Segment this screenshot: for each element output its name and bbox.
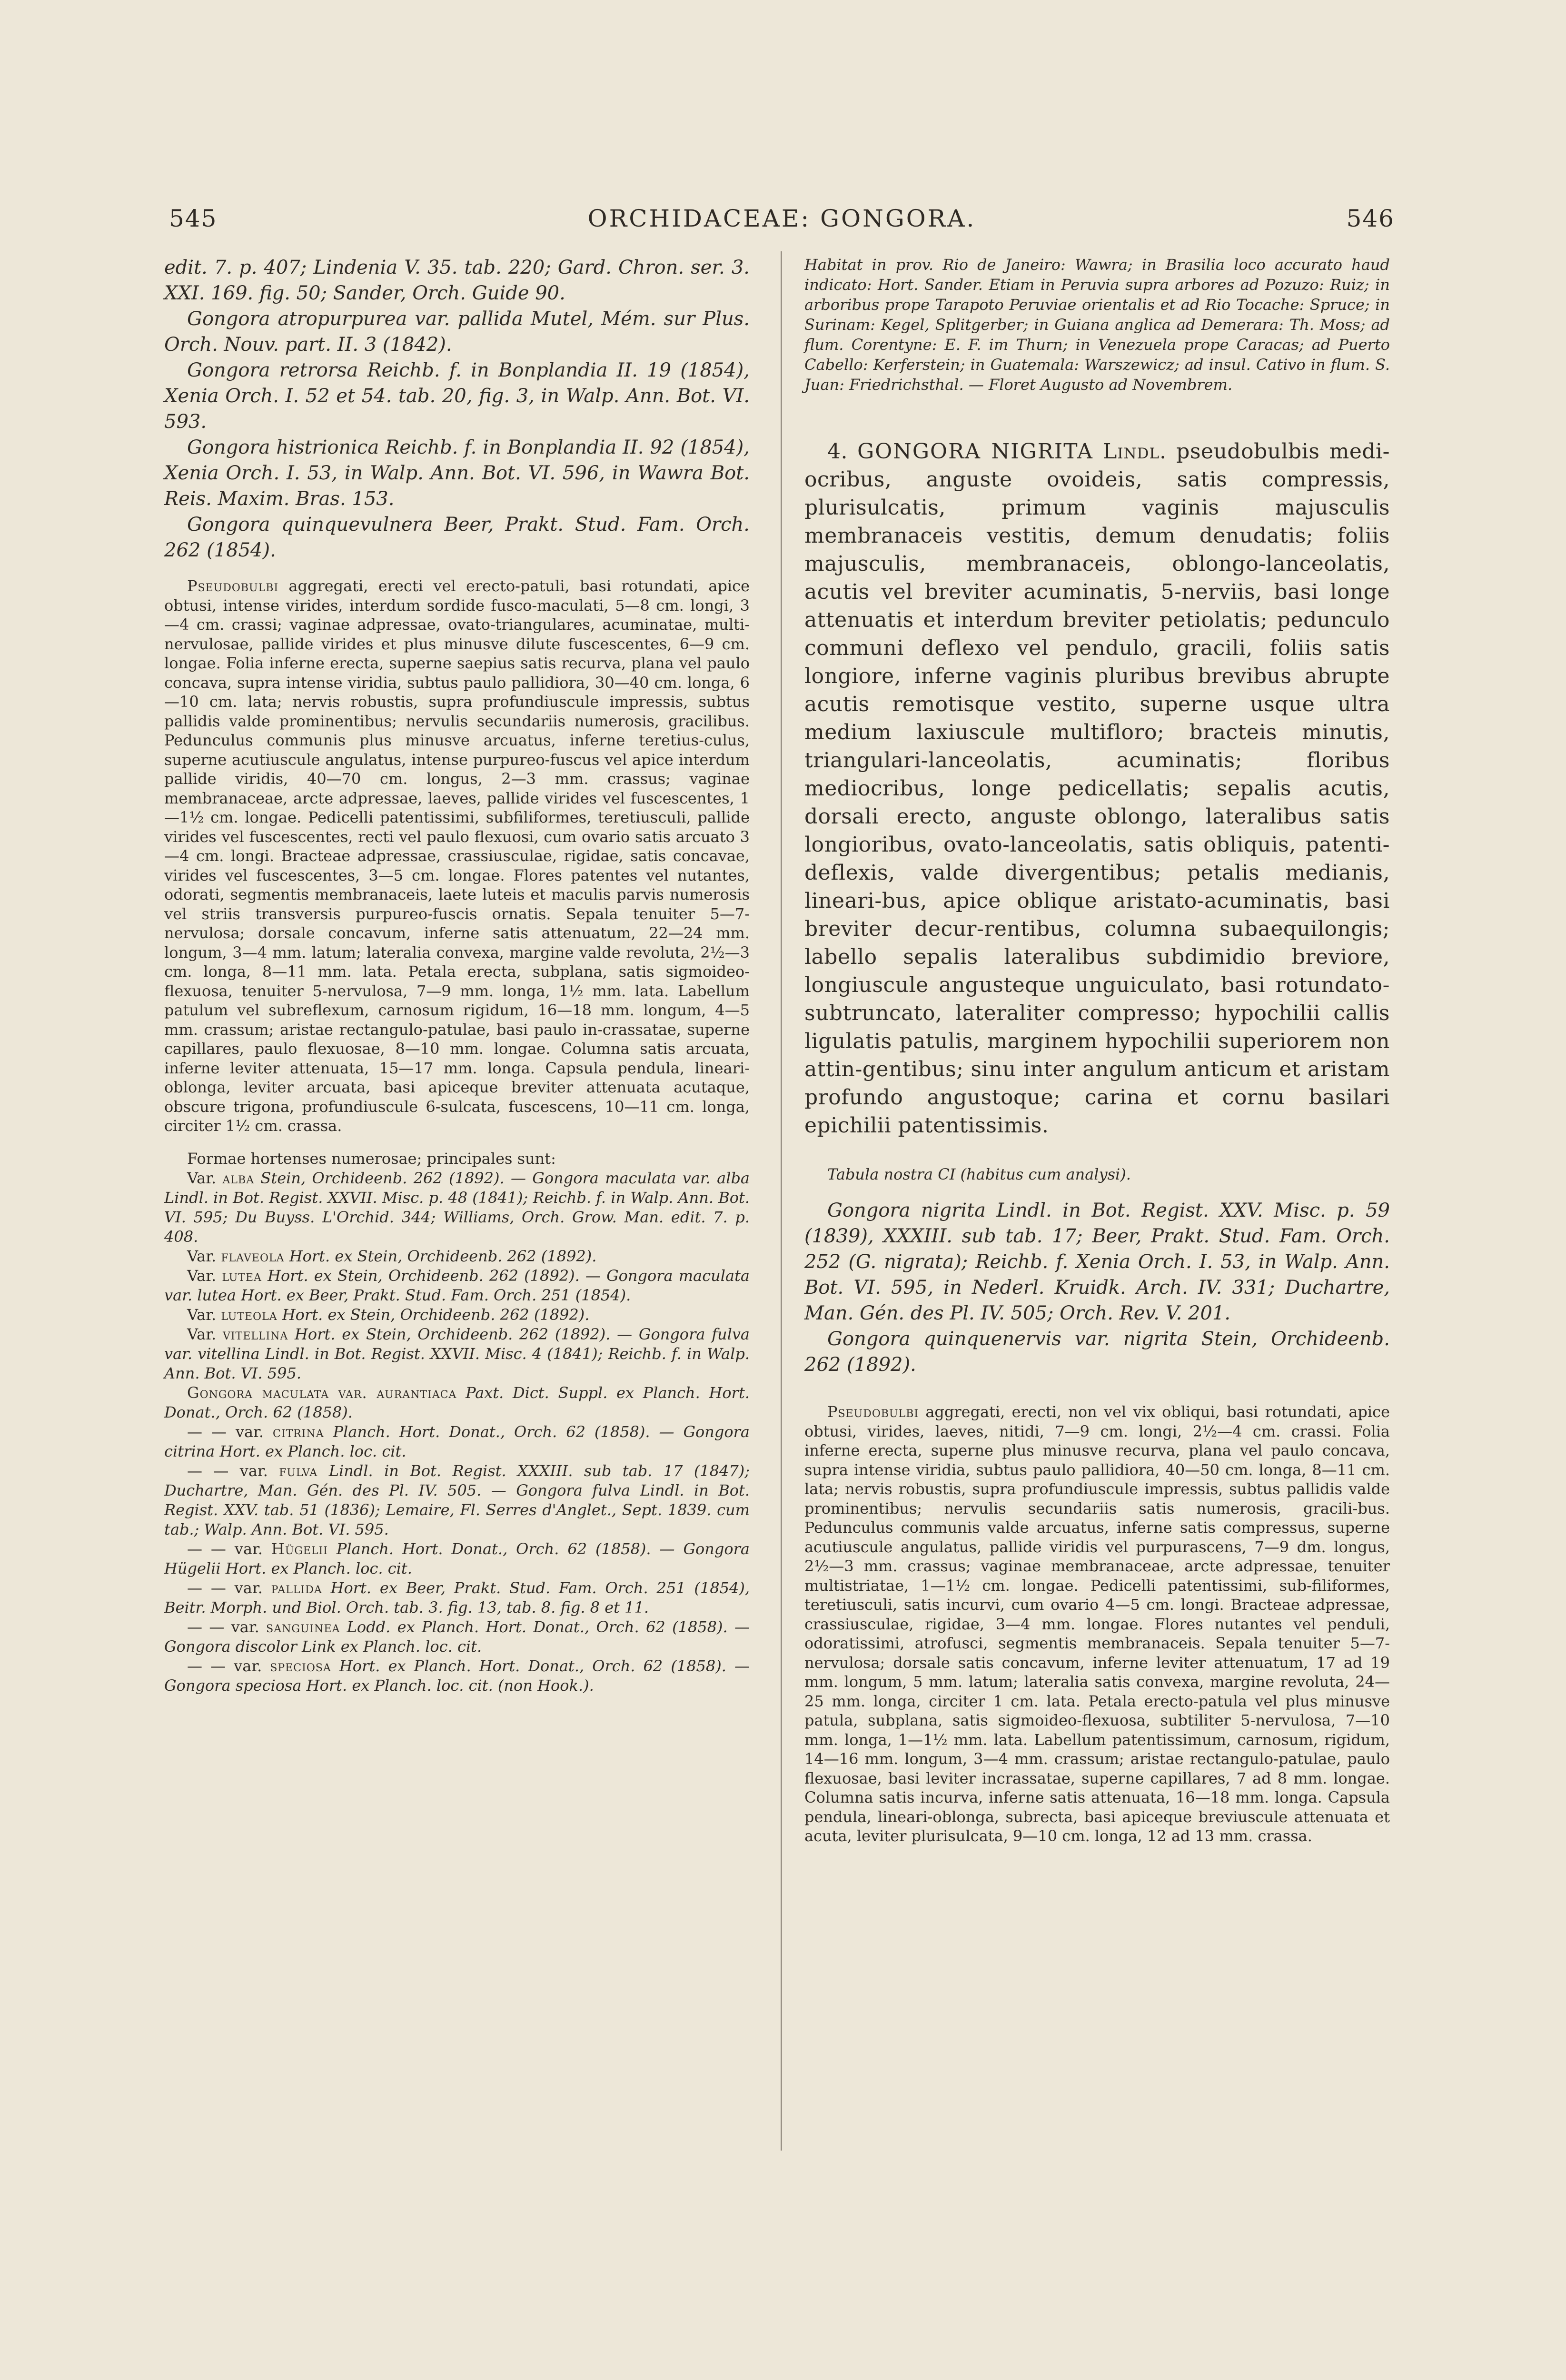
form-entry: Var. flaveola Hort. ex Stein, Orchideenb. 262 (1892). bbox=[187, 1247, 597, 1265]
form-entry: — — var. sanguinea Lodd. ex Planch. Hort. Donat., Orch. 62 (1858). — Gongora discolor Link ex Planch. loc. cit. bbox=[164, 1617, 750, 1656]
description-lead: Pseudobulbi bbox=[827, 1403, 919, 1421]
species-description bbox=[164, 576, 750, 1136]
species-diagnosis: pseudobulbis medi-ocribus, anguste ovoideis, satis compressis, plurisulcatis, primum vaginis majusculis membranaceis vestitis, demum denudatis; foliis majusculis, membranaceis, oblongo-lanceolatis, acutis vel breviter acuminatis, 5-nerviis, basi longe attenuatis et interdum breviter petiolatis; pedunculo communi deflexo vel pendulo, gracili, foliis satis longiore, inferne vaginis pluribus brevibus abrupte acutis remotisque vestito, superne usque ultra medium laxiuscule multifloro; bracteis minutis, triangulari-lanceolatis, acuminatis; floribus mediocribus, longe pedicellatis; sepalis acutis, dorsali erecto, anguste oblongo, lateralibus satis longioribus, ovato-lanceolatis, satis obliquis, patenti-deflexis, valde divergentibus; petalis medianis, lineari-bus, apice oblique aristato-acuminatis, basi breviter decur-rentibus, columna subaequilongis; labello sepalis lateralibus subdimidio breviore, longiuscule angusteque unguiculato, basi rotundato-subtruncato, lateraliter compresso; hypochilii callis ligulatis patulis, marginem hypochilii superiorem non attin-gentibus; sinu inter angulum anticum et aristam profundo angustoque; carina et cornu basilari epichilii patentissimis. bbox=[804, 439, 1390, 1138]
forms-intro: Formae hortenses numerosae; principales sunt: bbox=[187, 1149, 556, 1168]
form-entry: Var. alba Stein, Orchideenb. 262 (1892). — Gongora maculata var. alba Lindl. in Bot. Regist. XXVII. Misc. p. 48 (1841); Reichb. f. in Walp. Ann. Bot. VI. 595; Du Buyss. L'Orchid. 344; Williams, Orch. Grow. Man. edit. 7. p. 408. bbox=[164, 1169, 750, 1246]
synonym-citation: Gongora atropurpurea var. pallida Mutel, Mém. sur Plus. Orch. Nouv. part. II. 3 (1842). bbox=[164, 308, 750, 356]
form-entry: Var. luteola Hort. ex Stein, Orchideenb. 262 (1892). bbox=[187, 1305, 590, 1324]
form-entry: — — var. fulva Lindl. in Bot. Regist. XXXIII. sub tab. 17 (1847); Duchartre, Man. Gén. des Pl. IV. 505. — Gongora fulva Lindl. in Bot. Regist. XXV. tab. 51 (1836); Lemaire, Fl. Serres d'Anglet., Sept. 1839. cum tab.; Walp. Ann. Bot. VI. 595. bbox=[164, 1461, 750, 1538]
right-column bbox=[804, 255, 1390, 1846]
form-entry: Var. vitellina Hort. ex Stein, Orchideenb. 262 (1892). — Gongora fulva var. vitellina Lindl. in Bot. Regist. XXVII. Misc. 4 (1841); Reichb. f. in Walp. Ann. Bot. VI. 595. bbox=[164, 1325, 750, 1382]
running-title: ORCHIDACEAE: GONGORA. bbox=[587, 205, 976, 232]
column-divider bbox=[781, 251, 782, 2151]
habitat-note: Habitat in prov. Rio de Janeiro: Wawra; in Brasilia loco accurato haud indicato: Hort. Sander. Etiam in Peruvia supra arbores ad Pozuzo: Ruiz; in arboribus prope Tarapoto Peruviae orientalis et ad Rio Tocache: Spruce; in Surinam: Kegel, Splitgerber; in Guiana anglica ad Demerara: Th. Moss; ad flum. Corentyne: E. F. im Thurn; in Venezuela prope Caracas; ad Puerto Cabello: Kerferstein; in Guatemala: Warszewicz; ad insul. Cativo in flum. S. Juan: Friedrichsthal. — Floret Augusto ad Novembrem. bbox=[804, 256, 1390, 394]
running-header bbox=[169, 205, 1395, 238]
horticultural-forms bbox=[164, 1149, 750, 1696]
synonym-citation: Gongora retrorsa Reichb. f. in Bonplandia II. 19 (1854), Xenia Orch. I. 52 et 54. tab. 20, fig. 3, in Walp. Ann. Bot. VI. 593. bbox=[164, 359, 750, 433]
synonym-citation: Gongora quinquenervis var. nigrita Stein, Orchideenb. 262 (1892). bbox=[804, 1328, 1390, 1376]
species-name: GONGORA NIGRITA bbox=[857, 439, 1093, 464]
form-entry: — — var. speciosa Hort. ex Planch. Hort. Donat., Orch. 62 (1858). — Gongora speciosa Hort. ex Planch. loc. cit. (non Hook.). bbox=[164, 1656, 750, 1695]
description-text: aggregati, erecti vel erecto-patuli, basi rotundati, apice obtusi, intense virides, interdum sordide fusco-maculati, 5—8 cm. longi, 3—4 cm. crassi; vaginae adpressae, ovato-triangulares, acuminatae, multi-nervulosae, pallide virides et plus minusve dilute fuscescentes, 6—9 cm. longae. Folia inferne erecta, superne saepius satis recurva, plana vel paulo concava, supra intense viridia, subtus paulo pallidiora, 30—40 cm. longa, 6—10 cm. lata; nervis robustis, supra profundiuscule impressis, subtus pallidis valde prominentibus; nervulis secundariis numerosis, gracilibus. Pedunculus communis plus minusve arcuatus, inferne teretius-culus, superne acutiuscule angulatus, intense purpureo-fuscus vel apice interdum pallide viridis, 40—70 cm. longus, 2—3 mm. crassus; vaginae membranaceae, arcte adpressae, laeves, pallide virides vel fuscescentes, 1—1½ cm. longae. Pedicelli patentissimi, subfiliformes, teretiusculi, pallide virides vel fuscescentes, recti vel paulo flexuosi, cum ovario satis arcuato 3—4 cm. longi. Bracteae adpressae, crassiusculae, rigidae, satis concavae, virides vel fuscescentes, 3—5 cm. longae. Flores patentes vel nutantes, odorati, segmentis membranaceis, laete luteis et maculis parvis numerosis vel striis transversis purpureo-fuscis ornatis. Sepala tenuiter 5—7-nervulosa; dorsale concavum, inferne satis attenuatum, 22—24 mm. longum, 3—4 mm. latum; lateralia convexa, margine valde revoluta, 2½—3 cm. longa, 8—11 mm. lata. Petala erecta, subplana, satis sigmoideo-flexuosa, tenuiter 5-nervulosa, 7—9 mm. longa, 1½ mm. lata. Labellum patulum vel subreflexum, carnosum rigidum, 16—18 mm. longum, 4—5 mm. crassum; aristae rectangulo-patulae, basi paulo in-crassatae, superne capillares, paulo flexuosae, 8—10 mm. longae. Columna satis arcuata, inferne leviter attenuata, 15—17 mm. longa. Capsula pendula, lineari-oblonga, leviter arcuata, basi apiceque breviter attenuata acutaque, obscure trigona, profundiuscule 6-sulcata, fuscescens, 10—11 cm. longa, circiter 1½ cm. crassa. bbox=[164, 577, 750, 1135]
plate-reference: Tabula nostra CI (habitus cum analysi). bbox=[827, 1165, 1131, 1183]
form-entry: — — var. pallida Hort. ex Beer, Prakt. Stud. Fam. Orch. 251 (1854), Beitr. Morph. und Biol. Orch. tab. 3. fig. 13, tab. 8. fig. 8 et 11. bbox=[164, 1578, 750, 1616]
left-column bbox=[164, 255, 750, 1696]
page-number-right: 546 bbox=[1346, 205, 1395, 232]
form-entry: Var. lutea Hort. ex Stein, Orchideenb. 262 (1892). — Gongora maculata var. lutea Hort. ex Beer, Prakt. Stud. Fam. Orch. 251 (1854). bbox=[164, 1266, 750, 1304]
species-author: Lindl. bbox=[1103, 439, 1167, 464]
species-heading bbox=[804, 437, 1390, 1140]
description-text: aggregati, erecti, non vel vix obliqui, basi rotundati, apice obtusi, virides, laeves, nitidi, 7—9 cm. longi, 2½—4 cm. crassi. Folia inferne erecta, superne plus minusve recurva, plana vel paulo concava, supra intense viridia, subtus paulo pallidiora, 40—50 cm. longa, 8—11 cm. lata; nervis robustis, supra profundiuscule impressis, subtus pallidis valde prominentibus; nervulis secundariis satis numerosis, gracili-bus. Pedunculus communis valde arcuatus, inferne satis compressus, superne acutiuscule angulatus, pallide viridis vel purpurascens, 7—9 dm. longus, 2½—3 mm. crassus; vaginae membranaceae, arcte adpressae, tenuiter multistriatae, 1—1½ cm. longae. Pedicelli patentissimi, sub-filiformes, teretiusculi, satis incurvi, cum ovario 4—5 cm. longi. Bracteae adpressae, crassiusculae, rigidae, 3—4 mm. longae. Flores nutantes vel penduli, odoratissimi, atrofusci, segmentis membranaceis. Sepala tenuiter 5—7-nervulosa; dorsale satis concavum, inferne leviter attenuatum, 17 ad 19 mm. longum, 5 mm. latum; lateralia satis convexa, margine revoluta, 24—25 mm. longa, circiter 1 cm. lata. Petala erecto-patula vel plus minusve patula, subplana, satis sigmoideo-flexuosa, subtiliter 5-nervulosa, 7—10 mm. longa, 1—1½ mm. lata. Labellum patentissimum, carnosum, rigidum, 14—16 mm. longum, 3—4 mm. crassum; aristae rectangulo-patulae, paulo flexuosae, basi leviter incrassatae, superne capillares, 7 ad 8 mm. longae. Columna satis incurva, inferne satis attenuata, 16—18 mm. longa. Capsula pendula, lineari-oblonga, subrecta, basi apiceque breviuscule attenuata et acuta, leviter plurisulcata, 9—10 cm. longa, 12 ad 13 mm. crassa. bbox=[804, 1403, 1390, 1845]
form-entry: — — var. Hügelii Planch. Hort. Donat., Orch. 62 (1858). — Gongora Hügelii Hort. ex Planch. loc. cit. bbox=[164, 1539, 750, 1577]
synonym-citation: Gongora nigrita Lindl. in Bot. Regist. XXV. Misc. p. 59 (1839), XXXIII. sub tab. 17; Beer, Prakt. Stud. Fam. Orch. 252 (G. nigrata); Reichb. f. Xenia Orch. I. 53, in Walp. Ann. Bot. VI. 595, in Nederl. Kruidk. Arch. IV. 331; Duchartre, Man. Gén. des Pl. IV. 505; Orch. Rev. V. 201. bbox=[804, 1200, 1390, 1324]
description-lead: Pseudobulbi bbox=[187, 577, 279, 595]
synonym-citation: edit. 7. p. 407; Lindenia V. 35. tab. 220; Gard. Chron. ser. 3. XXI. 169. fig. 50; Sander, Orch. Guide 90. bbox=[164, 257, 750, 304]
species-description bbox=[804, 1402, 1390, 1846]
form-entry: — — var. citrina Planch. Hort. Donat., Orch. 62 (1858). — Gongora citrina Hort. ex Planch. loc. cit. bbox=[164, 1422, 750, 1460]
synonym-citation: Gongora histrionica Reichb. f. in Bonplandia II. 92 (1854), Xenia Orch. I. 53, in Walp. Ann. Bot. VI. 596, in Wawra Bot. Reis. Maxim. Bras. 153. bbox=[164, 436, 750, 510]
species-number: 4. bbox=[827, 439, 848, 464]
form-entry: Gongora maculata var. aurantiaca Paxt. Dict. Suppl. ex Planch. Hort. Donat., Orch. 62 (1858). bbox=[164, 1383, 750, 1421]
page-number-left: 545 bbox=[169, 205, 218, 232]
synonym-citation: Gongora quinquevulnera Beer, Prakt. Stud. Fam. Orch. 262 (1854). bbox=[164, 514, 750, 561]
